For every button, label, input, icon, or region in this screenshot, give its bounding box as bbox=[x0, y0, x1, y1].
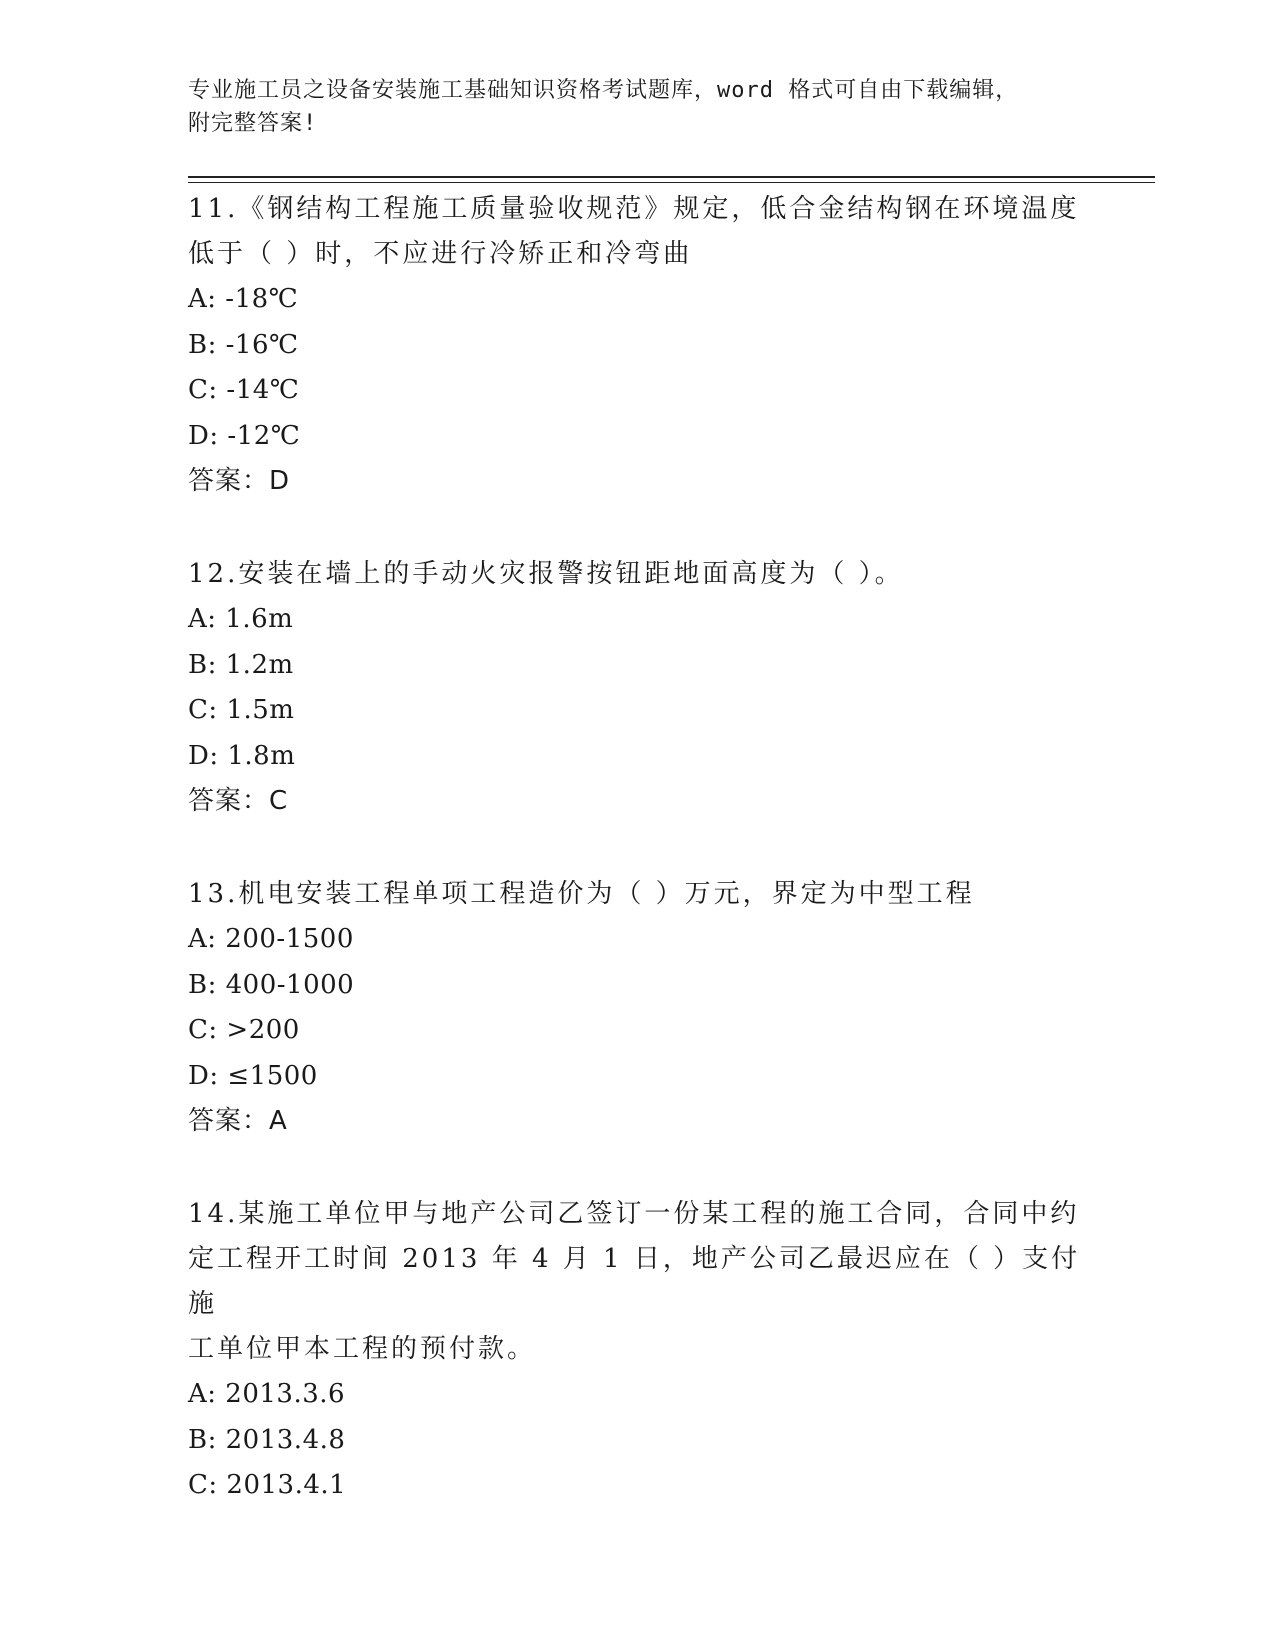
option-c: C: -14℃ bbox=[188, 375, 300, 405]
question-stem-line: 低于（ ）时，不应进行冷矫正和冷弯曲 bbox=[188, 239, 693, 269]
option-a: A: 200-1500 bbox=[188, 924, 354, 954]
answer-label: 答案：A bbox=[188, 1106, 288, 1136]
option-b: B: 400-1000 bbox=[188, 969, 355, 1000]
question-stem-line: 12.安装在墙上的手动火灾报警按钮距地面高度为（ ）。 bbox=[188, 559, 904, 589]
answer-label: 答案：C bbox=[188, 786, 289, 816]
question-stem-line: 14.某施工单位甲与地产公司乙签订一份某工程的施工合同，合同中约 bbox=[188, 1199, 1080, 1229]
question-stem-line: 定工程开工时间 2013 年 4 月 1 日，地产公司乙最迟应在（ ）支付施 bbox=[188, 1244, 1081, 1319]
question-spacer bbox=[188, 824, 1088, 872]
question-11 bbox=[188, 187, 1088, 504]
option-a: A: -18℃ bbox=[188, 284, 299, 314]
option-b: B: -16℃ bbox=[188, 329, 299, 360]
header-line-1: 专业施工员之设备安装施工基础知识资格考试题库，word 格式可自由下载编辑， bbox=[188, 78, 1019, 103]
question-stem-line: 11.《钢结构工程施工质量验收规范》规定，低合金结构钢在环境温度 bbox=[188, 194, 1080, 224]
option-b: B: 1.2m bbox=[188, 649, 294, 680]
question-stem-line: 13.机电安装工程单项工程造价为（ ）万元，界定为中型工程 bbox=[188, 879, 975, 909]
question-list bbox=[188, 187, 1088, 1509]
option-a: A: 1.6m bbox=[188, 604, 294, 634]
header-divider-thick bbox=[188, 176, 1155, 178]
question-14 bbox=[188, 1192, 1088, 1509]
option-d: D: 1.8m bbox=[188, 740, 296, 771]
question-spacer bbox=[188, 504, 1088, 552]
question-12 bbox=[188, 552, 1088, 824]
option-d: D: ≤1500 bbox=[188, 1060, 318, 1091]
option-d: D: -12℃ bbox=[188, 420, 301, 451]
question-13 bbox=[188, 872, 1088, 1144]
option-a: A: 2013.3.6 bbox=[188, 1379, 346, 1409]
document-header bbox=[188, 74, 1088, 140]
option-c: C: 1.5m bbox=[188, 695, 295, 725]
header-line-2: 附完整答案! bbox=[188, 111, 318, 136]
header-divider-thin bbox=[188, 182, 1155, 183]
answer-label: 答案：D bbox=[188, 466, 291, 496]
option-c: C: >200 bbox=[188, 1015, 300, 1045]
question-stem-line: 工单位甲本工程的预付款。 bbox=[188, 1334, 537, 1364]
option-c: C: 2013.4.1 bbox=[188, 1470, 347, 1500]
question-spacer bbox=[188, 1144, 1088, 1192]
option-b: B: 2013.4.8 bbox=[188, 1424, 346, 1455]
